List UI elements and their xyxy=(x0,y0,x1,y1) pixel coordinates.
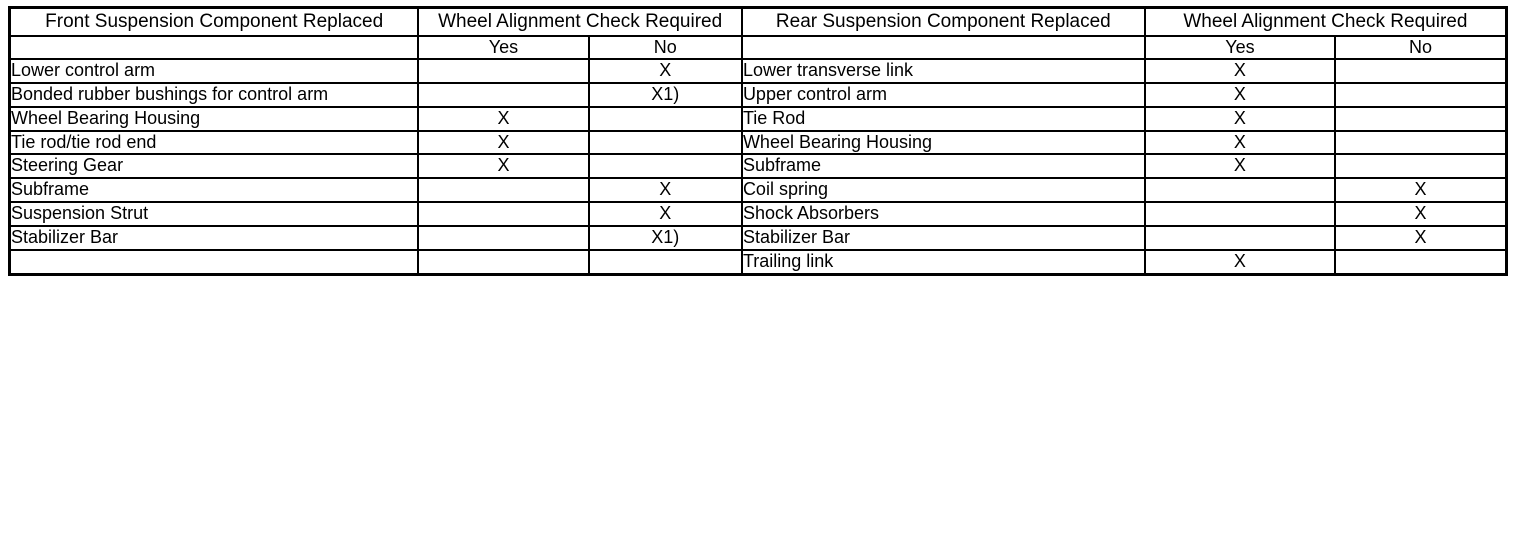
rear-no-mark xyxy=(1335,83,1506,107)
rear-yes-mark: X xyxy=(1145,154,1335,178)
subheader-rear-component-blank xyxy=(742,36,1145,59)
rear-no-mark xyxy=(1335,250,1506,274)
front-component-name xyxy=(10,250,419,274)
table-subheader-row xyxy=(10,36,1507,59)
subheader-rear-no: No xyxy=(1335,36,1506,59)
front-no-mark: X1) xyxy=(589,226,742,250)
front-no-mark xyxy=(589,131,742,155)
rear-yes-mark xyxy=(1145,178,1335,202)
front-yes-mark xyxy=(418,226,588,250)
rear-yes-mark: X xyxy=(1145,59,1335,83)
header-rear-component: Rear Suspension Component Replaced xyxy=(742,8,1145,36)
front-no-mark xyxy=(589,154,742,178)
rear-no-mark xyxy=(1335,59,1506,83)
front-component-name: Stabilizer Bar xyxy=(10,226,419,250)
front-no-mark: X1) xyxy=(589,83,742,107)
front-component-name: Wheel Bearing Housing xyxy=(10,107,419,131)
rear-yes-mark: X xyxy=(1145,250,1335,274)
rear-no-mark: X xyxy=(1335,202,1506,226)
front-component-name: Bonded rubber bushings for control arm xyxy=(10,83,419,107)
front-yes-mark xyxy=(418,178,588,202)
front-no-mark: X xyxy=(589,178,742,202)
table-header-row xyxy=(10,8,1507,36)
rear-yes-mark: X xyxy=(1145,107,1335,131)
front-no-mark: X xyxy=(589,59,742,83)
rear-component-name: Upper control arm xyxy=(742,83,1145,107)
suspension-alignment-table xyxy=(8,6,1508,276)
rear-yes-mark: X xyxy=(1145,131,1335,155)
subheader-front-no: No xyxy=(589,36,742,59)
front-component-name: Subframe xyxy=(10,178,419,202)
front-yes-mark xyxy=(418,250,588,274)
front-yes-mark: X xyxy=(418,107,588,131)
table-row xyxy=(10,226,1507,250)
front-component-name: Tie rod/tie rod end xyxy=(10,131,419,155)
rear-component-name: Shock Absorbers xyxy=(742,202,1145,226)
subheader-front-yes: Yes xyxy=(418,36,588,59)
subheader-rear-yes: Yes xyxy=(1145,36,1335,59)
front-yes-mark: X xyxy=(418,154,588,178)
front-yes-mark: X xyxy=(418,131,588,155)
front-yes-mark xyxy=(418,202,588,226)
front-yes-mark xyxy=(418,83,588,107)
header-rear-check: Wheel Alignment Check Required xyxy=(1145,8,1507,36)
header-front-component: Front Suspension Component Replaced xyxy=(10,8,419,36)
rear-no-mark xyxy=(1335,107,1506,131)
rear-component-name: Lower transverse link xyxy=(742,59,1145,83)
table-row xyxy=(10,202,1507,226)
rear-yes-mark xyxy=(1145,202,1335,226)
table-row xyxy=(10,131,1507,155)
rear-component-name: Subframe xyxy=(742,154,1145,178)
rear-component-name: Coil spring xyxy=(742,178,1145,202)
rear-no-mark: X xyxy=(1335,178,1506,202)
front-no-mark xyxy=(589,250,742,274)
front-no-mark: X xyxy=(589,202,742,226)
rear-component-name: Tie Rod xyxy=(742,107,1145,131)
rear-component-name: Trailing link xyxy=(742,250,1145,274)
table-row xyxy=(10,178,1507,202)
front-no-mark xyxy=(589,107,742,131)
front-component-name: Lower control arm xyxy=(10,59,419,83)
front-yes-mark xyxy=(418,59,588,83)
front-component-name: Suspension Strut xyxy=(10,202,419,226)
rear-component-name: Wheel Bearing Housing xyxy=(742,131,1145,155)
table-row xyxy=(10,154,1507,178)
rear-no-mark xyxy=(1335,131,1506,155)
table-row xyxy=(10,107,1507,131)
rear-yes-mark xyxy=(1145,226,1335,250)
rear-yes-mark: X xyxy=(1145,83,1335,107)
table-row xyxy=(10,59,1507,83)
table-row xyxy=(10,250,1507,274)
header-front-check: Wheel Alignment Check Required xyxy=(418,8,742,36)
rear-component-name: Stabilizer Bar xyxy=(742,226,1145,250)
rear-no-mark xyxy=(1335,154,1506,178)
table-row xyxy=(10,83,1507,107)
subheader-front-component-blank xyxy=(10,36,419,59)
front-component-name: Steering Gear xyxy=(10,154,419,178)
rear-no-mark: X xyxy=(1335,226,1506,250)
